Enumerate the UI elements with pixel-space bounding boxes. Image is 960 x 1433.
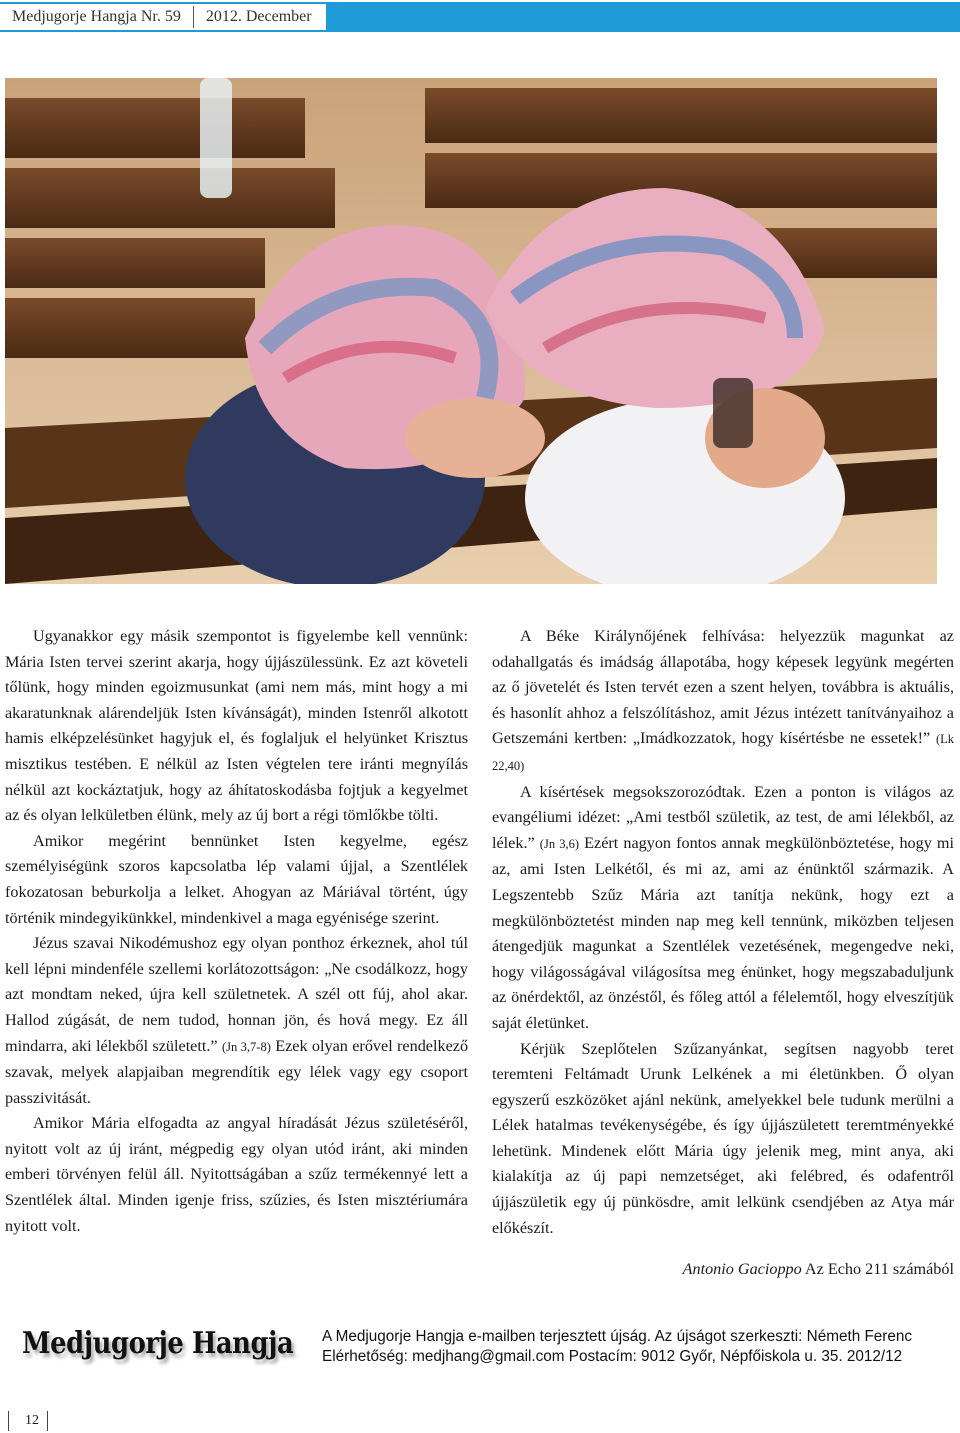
paragraph: Amikor megérint bennünket Isten kegyelme, egész személyiségünk szoros kapcsolatba lép valami újjal, a Szentlélek fokozatosan beburkolja a lelket. Ahogyan az Máriával történt, úgy történik mindegyikünkkel, mindenkivel a maga egyénisége szerint. bbox=[5, 831, 468, 927]
bible-reference: (Jn 3,6) bbox=[539, 836, 580, 851]
publication-name: Medjugorje Hangja bbox=[12, 8, 137, 25]
paragraph bbox=[492, 780, 954, 1037]
signature bbox=[492, 1257, 954, 1283]
header-separator bbox=[193, 6, 194, 28]
footer-line-1: A Medjugorje Hangja e-mailben terjesztett újság. Az újságot szerkeszti: Németh Ferenc bbox=[322, 1328, 913, 1345]
left-column bbox=[5, 624, 468, 1239]
header-label bbox=[0, 4, 326, 30]
page-number: 12 bbox=[25, 1413, 39, 1428]
footer-info bbox=[322, 1327, 912, 1367]
bible-reference: (Lk 22,40) bbox=[492, 732, 954, 773]
header-bar bbox=[0, 0, 960, 32]
paragraph-text: Ezért nagyon fontos annak megkülönböztetése, hogy mi az, ami Isten Lelkétől, és mi az, ami az énünktől származik. A Legszentebb Szűz Mária azt tanítja nekünk, hogy ezt a megkülönböztetést minden nap meg kell tennünk, miközben teljesen átengedjük magunkat a Szentlélek vezetésének, megengedve neki, hogy világosságával világosítsa meg énünket, hogy megszabaduljunk az önérdektől, az önzéstől, és főleg attól a félelemtől, hogy elveszítjük saját életünket. bbox=[492, 833, 955, 1032]
page-number-bar bbox=[8, 1411, 9, 1431]
bible-reference: (Jn 3,7-8) bbox=[221, 1039, 271, 1054]
paragraph bbox=[492, 624, 954, 780]
right-column bbox=[492, 624, 954, 1283]
signature-author: Antonio Gacioppo bbox=[682, 1260, 802, 1279]
signature-source: Az Echo 211 számából bbox=[804, 1260, 954, 1279]
paragraph: Kérjük Szeplőtelen Szűzanyánkat, segítsen nagyobb teret teremteni Feltámadt Urunk Lelkének a mi életünkben. Ő olyan egyszerű eszközöket ajánl nekünk, amelyekkel bele tudunk merülni a Lélek hatalmas tevékenységébe, és így újjászületett teremtményekké lehetünk. Mindenek előtt Mária úgy jelenik meg, mint anya, aki kialakítja az új papi nemzetséget, aki felébred, és odafentről újjászületik egy új pünkösdre, amit lelkünk csendjében az Atya már előkészít. bbox=[492, 1039, 954, 1237]
page-number-bar bbox=[47, 1411, 48, 1431]
page-number-box bbox=[0, 1410, 48, 1432]
footer-line-2: Elérhetőség: medjhang@gmail.com Postacím: 9012 Győr, Népfőiskola u. 35. 2012/12 bbox=[322, 1348, 903, 1365]
issue-number: Nr. 59 bbox=[140, 8, 181, 25]
paragraph: Ugyanakkor egy másik szempontot is figyelembe kell vennünk: Mária Isten tervei szerint akarja, hogy újjászülessünk. Ez azt követeli tőlünk, hogy minden egoizmusunkat (ami nem más, mint hogy a mi akaratunknak alárendeljük Isten kívánságát), minden Istenről alkotott hamis elképzelésünket hagyjuk el, és foglaljuk el helyünket Krisztus misztikus testében. E nélkül az Isten végtelen tere iránti megnyílás nélkül azt kockáztatjuk, hogy az áhítatoskodásba fojtjuk a kegyelmet az és olyan lelkületben élünk, mely az új bort a régi tömlőkbe tölti. bbox=[5, 627, 468, 825]
paragraph-text: A Béke Királynőjének felhívása: helyezzük magunkat az odahallgatás és imádság állapotába, hogy képesek legyünk megérten az ő jövetelét és Isten tervét ezen a szent helyen, továbbra is aktuális, és hasonlít ahhoz a felszólításhoz, amit Jézus intézett tanítványaihoz a Getszemáni kertben: „Imádkozzatok, hogy kísértésbe ne essetek!” bbox=[492, 627, 954, 748]
footer-logo: Medjugorje Hangja bbox=[22, 1326, 294, 1361]
paragraph-text: A kísértések megsokszorozódtak. Ezen a ponton is világos az evangéliumi idézet: „Ami testből születik, az test, de ami lélekből, az lélek.” bbox=[492, 782, 954, 852]
article-photo bbox=[5, 78, 937, 584]
paragraph: Amikor Mária elfogadta az angyal híradását Jézus születéséről, nyitott volt az új iránt, mégpedig egy olyan utód iránt, aki minden emberi törvényen felül áll. Nyitottságában a szűz termékennyé lett a Szentlélek által. Minden igenje friss, szűzies, és Isten misztériumára nyitott volt. bbox=[5, 1114, 468, 1235]
paragraph bbox=[5, 931, 468, 1111]
paragraph-text: Ezek olyan erővel rendelkező szavak, melyek alapjaiban megrendítik egy lélek vagy egy csoport passzivitását. bbox=[5, 1036, 469, 1107]
issue-date: 2012. December bbox=[205, 8, 312, 25]
paragraph-text: Jézus szavai Nikodémushoz egy olyan ponthoz érkeznek, ahol túl kell lépni mindenféle szellemi korlátozottságon: „Ne csodálkozz, hogy azt mondtam neked, újra kell születnetek. A szél ott fúj, ahol akar. Hallod zúgását, de nem tudod, honnan jön, és hová megy. Ez áll mindarra, aki lélekből született.” bbox=[5, 934, 468, 1055]
